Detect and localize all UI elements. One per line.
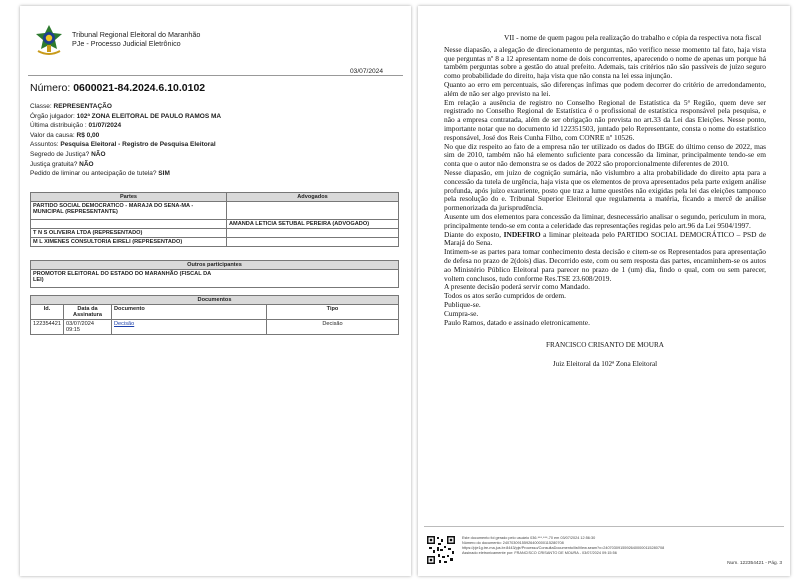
- documents-table: [30, 295, 399, 335]
- paragraph: Cumpra-se.: [444, 308, 479, 318]
- col-id: Id.: [31, 305, 64, 320]
- paragraph: Ausente um dos elementos para concessão da liminar, desnecessário analisar o segundo, periculum in mora, principalmente tendo-se em conta a celeridade das representações regidas pelo art.96 da Lei 9504/1997.: [444, 211, 766, 230]
- table-row: [31, 238, 399, 247]
- coat-of-arms-icon: [34, 24, 64, 58]
- system-name: PJe - Processo Judicial Eletrônico: [72, 39, 181, 48]
- lawyer-cell: AMANDA LETICIA SETUBAL PEREIRA (ADVOGADO): [227, 220, 399, 229]
- judge-name: FRANCISCO CRISANTO DE MOURA: [546, 341, 664, 350]
- header-date: 03/07/2024: [349, 68, 383, 75]
- doc-date: 03/07/2024 09:15: [64, 320, 112, 335]
- court-name: Tribunal Regional Eleitoral do Maranhão: [72, 30, 201, 39]
- process-number: Número: 0600021-84.2024.6.10.0102: [30, 82, 206, 94]
- judge-role: Juiz Eleitoral da 102ª Zona Eleitoral: [552, 360, 658, 369]
- footer-info: Este documento foi gerado pelo usuário 036.***.***-70 em 03/07/2024 12:56:30 Número do documento: 24070309155926400000115280708 https://pje1g.tre-ma.jus.br:8443/pje/Processo/ConsultaDocumento/listView.seam?x=24070309155926400000115280708 Assinado eletronicamente por: FRANCISCO CRISANTO DE MOURA - 03/07/2024 09:15:56: [462, 536, 665, 555]
- meta-orgao: Órgão julgador: 102ª ZONA ELEITORAL DE PAULO RAMOS MA: [30, 112, 222, 120]
- paragraph: No que diz respeito ao fato de a empresa não ter utilizado os dados do IBGE do último censo de 2022, mas sim de 2010, também não há elemento suficiente para concessão da liminar, principalmente tendo-se em conta que o autor não demonstra se os dados de 2022 são proporcionalmente diferentes de 2010.: [444, 141, 766, 169]
- other-participants-table: [30, 260, 399, 288]
- paragraph: Todos os atos serão cumpridos de ordem.: [444, 291, 567, 301]
- meta-liminar: Pedido de liminar ou antecipação de tutela? SIM: [30, 170, 170, 178]
- meta-assuntos: Assuntos: Pesquisa Eleitoral - Registro de Pesquisa Eleitoral: [30, 141, 216, 149]
- decision-body: [444, 34, 766, 369]
- paragraph: Nesse diapasão, em juízo de cognição sumária, não vislumbro a alta probabilidade do direito apta para a concessão da tutela de urgência, haja vista que os elementos de prova apresentados pela parte exigem análise profunda, após juízo exauriente, posto que traz a lume questões não exigidas pela lei das eleições tampouco pela resolução do e. Tribunal Superior Eleitoral que regulamenta a matéria, ficando a mercê de análise pormenorizada da jurisprudência.: [444, 167, 766, 213]
- paragraph: Paulo Ramos, datado e assinado eletronicamente.: [444, 317, 590, 327]
- process-metadata: [30, 102, 221, 179]
- meta-classe: Classe: REPRESENTAÇÃO: [30, 103, 112, 110]
- party-cell: T N S OLIVEIRA LTDA (REPRESENTADO): [31, 229, 227, 238]
- signature-block: [444, 341, 766, 369]
- table-row: [31, 220, 399, 229]
- meta-valor: Valor da causa: R$ 0,00: [30, 131, 100, 139]
- col-documento: Documento: [112, 305, 267, 320]
- left-page: [20, 6, 411, 576]
- paragraph: Nesse diapasão, a alegação de direcionamento de perguntas, não verifico nesse momento tal fato, haja vista que perguntas nº 8 a 12 apresentam nome de dois concorrentes, aparecendo o nome de apenas um porque há também perguntas sobre a gestão do atual prefeito. Ademais, tais critérios não são passíveis de juízo seguro como probabilidade do direito, haja vista que não consta na lei essa injunção.: [444, 44, 766, 81]
- right-page: [418, 6, 790, 576]
- table-row: [31, 320, 399, 335]
- docs-header: Documentos: [31, 296, 399, 305]
- table-row: [31, 202, 399, 220]
- divider: [28, 75, 403, 76]
- meta-segredo: Segredo de Justiça? NÃO: [30, 150, 106, 158]
- item-vii: VII - nome de quem pagou pela realização do trabalho e cópia da respectiva nota fiscal: [504, 33, 762, 42]
- footer-divider: [424, 526, 784, 527]
- table-row: [31, 229, 399, 238]
- party-cell: M L XIMENES CONSULTORIA EIRELI (REPRESENTADO): [31, 238, 227, 247]
- participant-cell: PROMOTOR ELEITORAL DO ESTADO DO MARANHÃO (FISCAL DA LEI): [33, 271, 211, 283]
- paragraph: Publique-se.: [444, 299, 481, 309]
- col-tipo: Tipo: [267, 305, 399, 320]
- col-data: Data da Assinatura: [64, 305, 112, 320]
- col-advogados: Advogados: [227, 193, 399, 202]
- paragraph: Intimem-se as partes para tomar conhecimento desta decisão e citem-se os Representados para apresentação de defesa no prazo de 2(dois) dias. Decorrido este, com ou sem resposta das partes, encaminhem-se os autos ao Ministério Público Eleitoral para parecer no prazo de 1 (um) dia, findo o qual, com ou sem parecer, voltem conclusos, tudo conforme Res.TSE 23.608/2019.: [444, 247, 766, 283]
- qr-code-icon: [426, 535, 456, 565]
- party-cell: PARTIDO SOCIAL DEMOCRATICO - MARAJA DO SENA-MA - MUNICIPAL (REPRESENTANTE): [31, 202, 227, 220]
- parties-table: [30, 192, 399, 247]
- page-number: Num. 122354421 - Pág. 3: [727, 561, 782, 566]
- doc-type: Decisão: [267, 320, 399, 335]
- meta-distribuicao: Última distribuição : 01/07/2024: [30, 122, 122, 130]
- paragraph: Quanto ao erro em percentuais, são diferenças ínfimas que podem decorrer do critério de arredondamento, além de não ser algo previsto na lei.: [444, 79, 766, 98]
- doc-id: 122354421: [31, 320, 64, 335]
- document-link[interactable]: Decisão: [114, 321, 135, 327]
- col-partes: Partes: [31, 193, 227, 202]
- table-row: [31, 270, 399, 288]
- document-header: [34, 24, 200, 58]
- ruling-paragraph: Diante do exposto, INDEFIRO a liminar pleiteada pelo PARTIDO SOCIAL DEMOCRÁTICO – PSD de Marajá do Sena.: [444, 229, 766, 248]
- paragraph: A presente decisão poderá servir como Mandado.: [444, 282, 590, 292]
- paragraph: Em relação a ausência de registro no Conselho Regional de Estatística da 5ª Região, quem deve ser registrado no Conselho Regional de Estatística é o profissional de estatística responsável pela pesquisa, e não a empresa contratada, além de ser obrigação não prevista no art.33 da Lei das Eleições. Nesse ponto, importante notar que no documento id 122351503, juntado pelo Representante, consta o nome do estatístico responsável, José dos Reis Cunha Filho, com CONRE nº 10526.: [444, 97, 766, 142]
- meta-gratuita: Justiça gratuita? NÃO: [30, 160, 94, 168]
- outros-header: Outros participantes: [31, 261, 399, 270]
